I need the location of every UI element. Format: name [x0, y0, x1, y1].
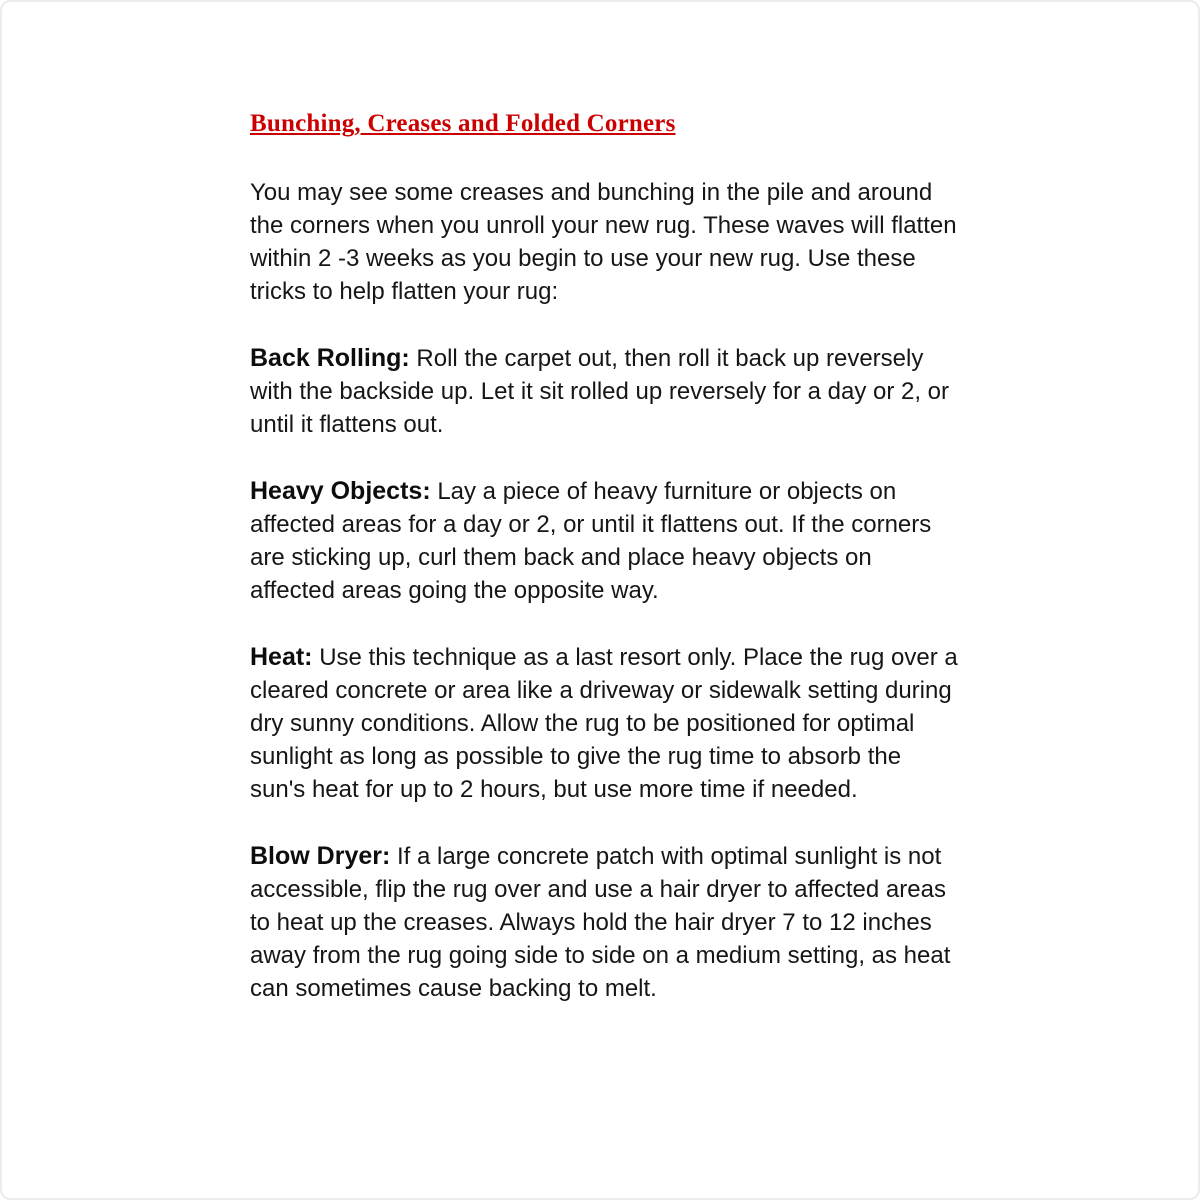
- section-text-back-rolling: Roll the carpet out, then roll it back up reversely with the backside up. Let it sit rolled up reversely for a day or 2, or until it flattens out.: [250, 345, 950, 438]
- section-text-heat: Use this technique as a last resort only. Place the rug over a cleared concrete or area like a driveway or sidewalk setting during dry sunny conditions. Allow the rug to be positioned for optimal sunlight as long as possible to give the rug time to absorb the sun's heat for up to 2 hours, but use more time if needed.: [250, 644, 958, 803]
- section-blow-dryer: [250, 840, 962, 1005]
- section-label-heat: Heat:: [250, 643, 313, 671]
- intro-paragraph: You may see some creases and bunching in the pile and around the corners when you unroll your new rug. These waves will flatten within 2 -3 weeks as you begin to use your new rug. Use these tricks to help flatten your rug:: [250, 179, 957, 305]
- document-content: [250, 110, 962, 1039]
- section-label-back-rolling: Back Rolling:: [250, 344, 410, 372]
- section-label-blow-dryer: Blow Dryer:: [250, 842, 391, 870]
- section-back-rolling: [250, 342, 962, 441]
- section-heat: [250, 641, 962, 806]
- document-heading: Bunching, Creases and Folded Corners: [250, 110, 676, 137]
- section-heavy-objects: [250, 475, 962, 607]
- section-label-heavy-objects: Heavy Objects:: [250, 477, 431, 505]
- section-text-heavy-objects: Lay a piece of heavy furniture or objects on affected areas for a day or 2, or until it flattens out. If the corners are sticking up, curl them back and place heavy objects on affected areas going the opposite way.: [250, 478, 932, 604]
- section-text-blow-dryer: If a large concrete patch with optimal sunlight is not accessible, flip the rug over and use a hair dryer to affected areas to heat up the creases. Always hold the hair dryer 7 to 12 inches away from the rug going side to side on a medium setting, as heat can sometimes cause backing to melt.: [250, 843, 951, 1002]
